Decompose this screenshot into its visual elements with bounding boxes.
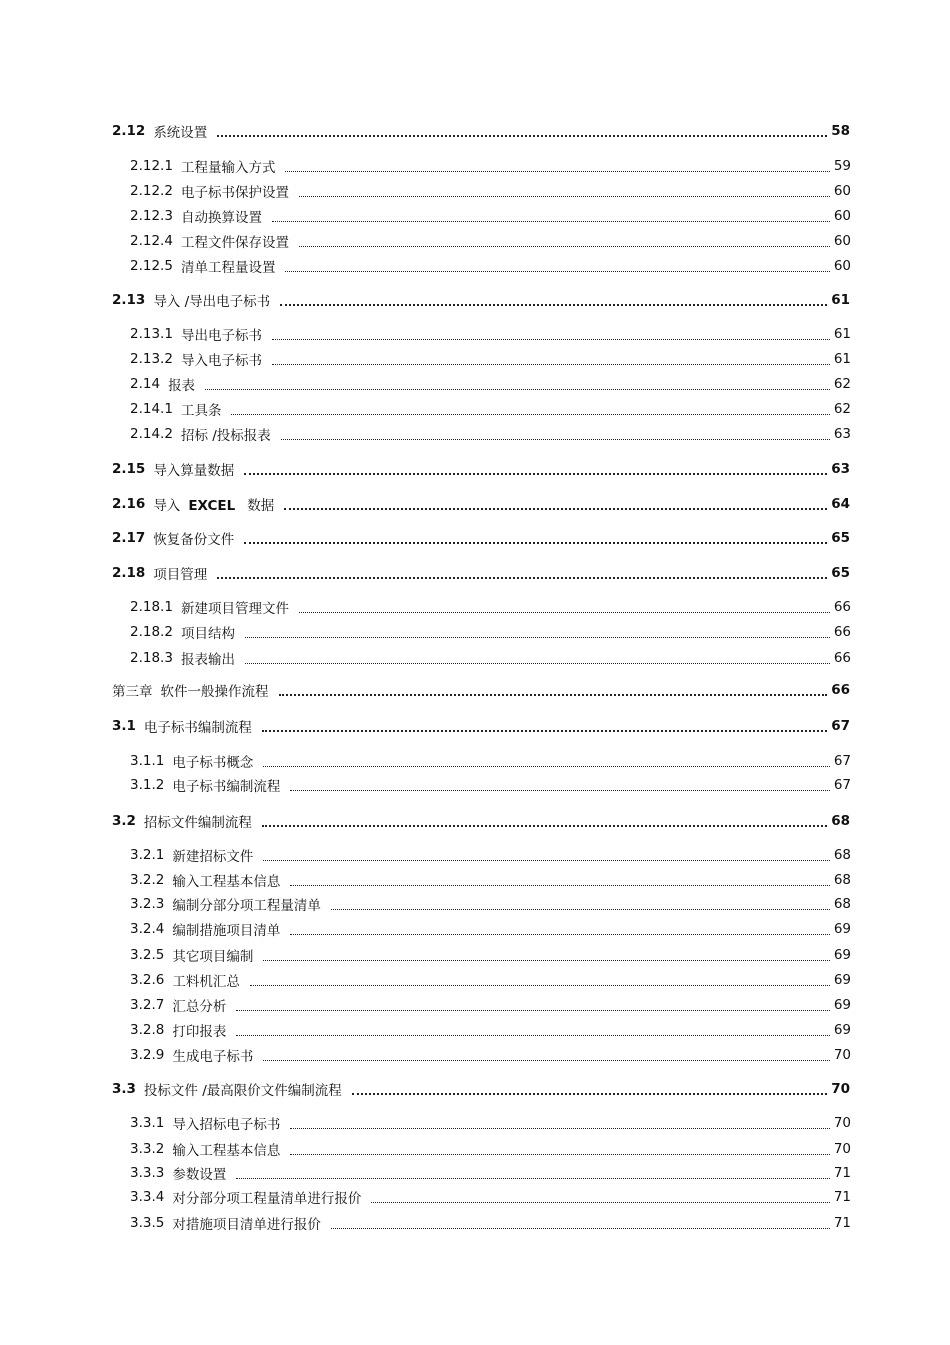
toc-entry-title: 导入招标电子标书 xyxy=(172,1117,281,1133)
toc-entry-title: 系统设置 xyxy=(153,125,208,141)
toc-entry-number: 3.1.1 xyxy=(130,753,165,769)
toc-entry[interactable] xyxy=(112,680,850,700)
toc-entry[interactable] xyxy=(130,970,851,990)
toc-entry-page-number: 63 xyxy=(831,461,850,477)
toc-entry-number: 3.2 xyxy=(112,813,136,829)
toc-entry-number: 2.12 xyxy=(112,123,146,139)
toc-entry-page-number: 69 xyxy=(833,921,851,937)
toc-entry-title: 编制分部分项工程量清单 xyxy=(172,898,321,914)
toc-leader-dots xyxy=(262,805,827,827)
toc-entry-title: 对分部分项工程量清单进行报价 xyxy=(172,1191,362,1207)
toc-entry[interactable] xyxy=(130,894,851,914)
toc-entry[interactable] xyxy=(112,459,850,479)
toc-entry-number: 3.3.5 xyxy=(130,1215,165,1231)
toc-entry[interactable] xyxy=(130,1020,851,1040)
toc-entry[interactable] xyxy=(112,1079,850,1099)
toc-entry-number: 3.1.2 xyxy=(130,777,165,793)
toc-entry[interactable] xyxy=(130,256,851,276)
toc-entry-number: 2.12.4 xyxy=(130,233,173,249)
toc-entry-page-number: 66 xyxy=(833,599,851,615)
toc-entry-title: 工程量输入方式 xyxy=(180,160,276,176)
toc-entry-title: 参数设置 xyxy=(172,1167,227,1183)
toc-entry-number: 3.2.4 xyxy=(130,921,165,937)
toc-entry-title: 输入工程基本信息 xyxy=(172,1143,281,1159)
toc-entry-page-number: 60 xyxy=(833,183,851,199)
toc-leader-dots xyxy=(352,1073,827,1095)
toc-leader-dots xyxy=(331,889,830,910)
toc-leader-dots xyxy=(263,746,829,767)
toc-entry-number: 第三章 xyxy=(112,684,153,700)
toc-entry-number: 3.3.2 xyxy=(130,1141,165,1157)
toc-leader-dots xyxy=(290,914,829,935)
toc-entry-page-number: 68 xyxy=(833,896,851,912)
toc-entry[interactable] xyxy=(130,374,851,394)
toc-leader-dots xyxy=(217,557,827,579)
toc-entry[interactable] xyxy=(130,181,851,201)
toc-entry-page-number: 70 xyxy=(833,1047,851,1063)
toc-entry-number: 3.2.1 xyxy=(130,847,165,863)
toc-leader-dots xyxy=(205,369,830,390)
toc-entry-title: 电子标书编制流程 xyxy=(172,779,281,795)
toc-entry-page-number: 60 xyxy=(833,233,851,249)
toc-entry-number: 3.2.3 xyxy=(130,896,165,912)
toc-entry-title: 新建招标文件 xyxy=(172,849,254,865)
toc-entry-page-number: 69 xyxy=(833,997,851,1013)
toc-entry-number: 2.12.1 xyxy=(130,158,173,174)
toc-entry[interactable] xyxy=(130,775,851,795)
toc-entry-title: 工程文件保存设置 xyxy=(180,235,289,251)
toc-entry-page-number: 60 xyxy=(833,258,851,274)
toc-entry-number: 2.14 xyxy=(130,376,161,392)
toc-entry-page-number: 59 xyxy=(833,158,851,174)
toc-entry-number: 2.16 xyxy=(112,496,146,512)
toc-leader-dots xyxy=(244,453,827,475)
toc-leader-dots xyxy=(236,1015,829,1036)
toc-entry-number: 3.3.1 xyxy=(130,1115,165,1131)
toc-entry[interactable] xyxy=(112,716,850,736)
toc-entry-number: 3.2.7 xyxy=(130,997,165,1013)
toc-entry-title: 电子标书保护设置 xyxy=(180,185,289,201)
toc-leader-dots xyxy=(281,419,830,440)
toc-entry-number: 2.18.3 xyxy=(130,650,173,666)
toc-entry-title: 招标 /投标报表 xyxy=(180,428,271,444)
toc-entry-page-number: 69 xyxy=(833,972,851,988)
toc-entry[interactable] xyxy=(112,494,850,514)
toc-leader-dots xyxy=(263,1040,829,1061)
toc-leader-dots xyxy=(272,344,830,365)
toc-entry-page-number: 65 xyxy=(831,565,850,581)
toc-entry-page-number: 61 xyxy=(833,326,851,342)
toc-entry[interactable] xyxy=(130,1187,851,1207)
toc-leader-dots xyxy=(299,592,830,613)
toc-leader-dots xyxy=(231,394,829,415)
toc-entry-number: 2.12.2 xyxy=(130,183,173,199)
toc-entry[interactable] xyxy=(130,597,851,617)
toc-entry-page-number: 61 xyxy=(831,292,850,308)
toc-entry[interactable] xyxy=(112,121,850,141)
toc-entry-title: 招标文件编制流程 xyxy=(143,815,252,831)
toc-entry-number: 3.2.8 xyxy=(130,1022,165,1038)
toc-entry-title: 恢复备份文件 xyxy=(153,532,235,548)
toc-entry-title-keyword: EXCEL xyxy=(188,498,236,514)
toc-leader-dots xyxy=(331,1208,830,1229)
toc-leader-dots xyxy=(290,770,829,791)
toc-entry[interactable] xyxy=(130,919,851,939)
toc-entry-page-number: 66 xyxy=(833,624,851,640)
toc-entry-title: 工具条 xyxy=(180,403,222,419)
toc-entry[interactable] xyxy=(112,563,850,583)
toc-entry[interactable] xyxy=(130,424,851,444)
toc-entry-number: 3.1 xyxy=(112,718,136,734)
toc-entry-title: 工料机汇总 xyxy=(172,974,240,990)
toc-entry-number: 2.18 xyxy=(112,565,146,581)
toc-leader-dots xyxy=(290,865,829,886)
toc-entry-number: 3.2.6 xyxy=(130,972,165,988)
toc-leader-dots xyxy=(299,226,830,247)
toc-leader-dots xyxy=(285,251,829,272)
toc-entry-title: 导出电子标书 xyxy=(180,328,262,344)
toc-entry-number: 2.12.3 xyxy=(130,208,173,224)
toc-entry-number: 2.13 xyxy=(112,292,146,308)
toc-entry-page-number: 71 xyxy=(833,1189,851,1205)
toc-entry-number: 2.13.1 xyxy=(130,326,173,342)
toc-entry[interactable] xyxy=(130,870,851,890)
toc-entry[interactable] xyxy=(130,648,851,668)
toc-entry-page-number: 62 xyxy=(833,376,851,392)
toc-entry[interactable] xyxy=(112,290,850,310)
toc-entry-page-number: 68 xyxy=(831,813,850,829)
toc-leader-dots xyxy=(279,674,828,696)
toc-leader-dots xyxy=(250,965,830,986)
toc-entry-title: 项目管理 xyxy=(153,567,208,583)
toc-entry-title: 软件一般操作流程 xyxy=(160,684,269,700)
toc-entry-page-number: 65 xyxy=(831,530,850,546)
toc-entry[interactable] xyxy=(130,349,851,369)
toc-entry-page-number: 66 xyxy=(833,650,851,666)
toc-entry-title: 输入工程基本信息 xyxy=(172,874,281,890)
toc-leader-dots xyxy=(290,1108,829,1129)
toc-entry-title: 其它项目编制 xyxy=(172,949,254,965)
toc-entry[interactable] xyxy=(130,399,851,419)
toc-entry-title: 对措施项目清单进行报价 xyxy=(172,1217,321,1233)
toc-leader-dots xyxy=(299,176,830,197)
toc-entry-number: 3.2.2 xyxy=(130,872,165,888)
toc-leader-dots xyxy=(236,990,829,1011)
toc-leader-dots xyxy=(285,151,829,172)
toc-entry[interactable] xyxy=(130,231,851,251)
toc-entry-number: 2.17 xyxy=(112,530,146,546)
toc-leader-dots xyxy=(371,1182,829,1203)
toc-entry-page-number: 68 xyxy=(833,847,851,863)
toc-entry-number: 2.14.1 xyxy=(130,401,173,417)
toc-entry-page-number: 58 xyxy=(831,123,850,139)
toc-entry-number: 2.15 xyxy=(112,461,146,477)
toc-entry[interactable] xyxy=(130,1163,851,1183)
toc-entry-number: 3.3.3 xyxy=(130,1165,165,1181)
toc-entry-title: 生成电子标书 xyxy=(172,1049,254,1065)
toc-entry[interactable] xyxy=(130,156,851,176)
toc-entry-number: 3.3 xyxy=(112,1081,136,1097)
toc-entry[interactable] xyxy=(112,528,850,548)
toc-entry[interactable] xyxy=(130,206,851,226)
toc-entry[interactable] xyxy=(130,622,851,642)
toc-entry[interactable] xyxy=(130,995,851,1015)
toc-leader-dots xyxy=(244,522,827,544)
toc-entry[interactable] xyxy=(130,945,851,965)
toc-entry-page-number: 63 xyxy=(833,426,851,442)
toc-leader-dots xyxy=(262,710,827,732)
toc-entry-page-number: 64 xyxy=(831,496,850,512)
toc-entry-page-number: 67 xyxy=(833,777,851,793)
toc-entry[interactable] xyxy=(130,1213,851,1233)
toc-leader-dots xyxy=(290,1134,829,1155)
toc-entry-title: 报表 xyxy=(168,378,196,394)
toc-entry-page-number: 69 xyxy=(833,1022,851,1038)
toc-entry-page-number: 69 xyxy=(833,947,851,963)
toc-entry-title: 导入算量数据 xyxy=(153,463,235,479)
toc-leader-dots xyxy=(284,488,827,510)
toc-entry-page-number: 67 xyxy=(831,718,850,734)
toc-leader-dots xyxy=(272,201,830,222)
toc-entry-title: 汇总分析 xyxy=(172,999,227,1015)
toc-entry-title: 新建项目管理文件 xyxy=(180,601,289,617)
toc-entry-title: 电子标书编制流程 xyxy=(143,720,252,736)
toc-entry[interactable] xyxy=(130,1113,851,1133)
toc-entry-page-number: 60 xyxy=(833,208,851,224)
toc-entry-number: 2.14.2 xyxy=(130,426,173,442)
toc-entry-number: 3.2.5 xyxy=(130,947,165,963)
toc-entry-number: 3.2.9 xyxy=(130,1047,165,1063)
toc-entry-title: 打印报表 xyxy=(172,1024,227,1040)
toc-entry-page-number: 70 xyxy=(831,1081,850,1097)
toc-entry-page-number: 68 xyxy=(833,872,851,888)
toc-leader-dots xyxy=(272,319,830,340)
toc-entry-number: 2.13.2 xyxy=(130,351,173,367)
toc-entry-title: 项目结构 xyxy=(180,626,235,642)
toc-entry-page-number: 67 xyxy=(833,753,851,769)
toc-entry[interactable] xyxy=(130,1045,851,1065)
toc-entry[interactable] xyxy=(130,1139,851,1159)
toc-entry-page-number: 66 xyxy=(831,682,850,698)
toc-leader-dots xyxy=(236,1158,829,1179)
toc-entry-title: 投标文件 /最高限价文件编制流程 xyxy=(143,1083,342,1099)
toc-entry-title: 自动换算设置 xyxy=(180,210,262,226)
toc-entry-page-number: 70 xyxy=(833,1115,851,1131)
toc-leader-dots xyxy=(245,643,830,664)
toc-entry-number: 2.18.1 xyxy=(130,599,173,615)
toc-leader-dots xyxy=(217,115,827,137)
toc-leader-dots xyxy=(263,940,829,961)
toc-entry-page-number: 70 xyxy=(833,1141,851,1157)
toc-entry-title: 导入电子标书 xyxy=(180,353,262,369)
toc-entry-title: 报表输出 xyxy=(180,652,235,668)
toc-entry[interactable] xyxy=(130,845,851,865)
toc-leader-dots xyxy=(263,840,829,861)
toc-entry-title: 编制措施项目清单 xyxy=(172,923,281,939)
toc-entry-page-number: 71 xyxy=(833,1165,851,1181)
toc-entry-title: 清单工程量设置 xyxy=(180,260,276,276)
toc-entry-title: 导入 EXCEL 数据 xyxy=(153,498,275,514)
toc-leader-dots xyxy=(280,284,827,306)
toc-entry[interactable] xyxy=(130,324,851,344)
toc-leader-dots xyxy=(245,617,830,638)
toc-entry-title: 导入 /导出电子标书 xyxy=(153,294,271,310)
toc-entry[interactable] xyxy=(112,811,850,831)
toc-entry[interactable] xyxy=(130,751,851,771)
toc-entry-title: 电子标书概念 xyxy=(172,755,254,771)
toc-entry-number: 3.3.4 xyxy=(130,1189,165,1205)
toc-entry-page-number: 71 xyxy=(833,1215,851,1231)
toc-entry-number: 2.12.5 xyxy=(130,258,173,274)
toc-entry-number: 2.18.2 xyxy=(130,624,173,640)
toc-entry-page-number: 61 xyxy=(833,351,851,367)
toc-entry-page-number: 62 xyxy=(833,401,851,417)
